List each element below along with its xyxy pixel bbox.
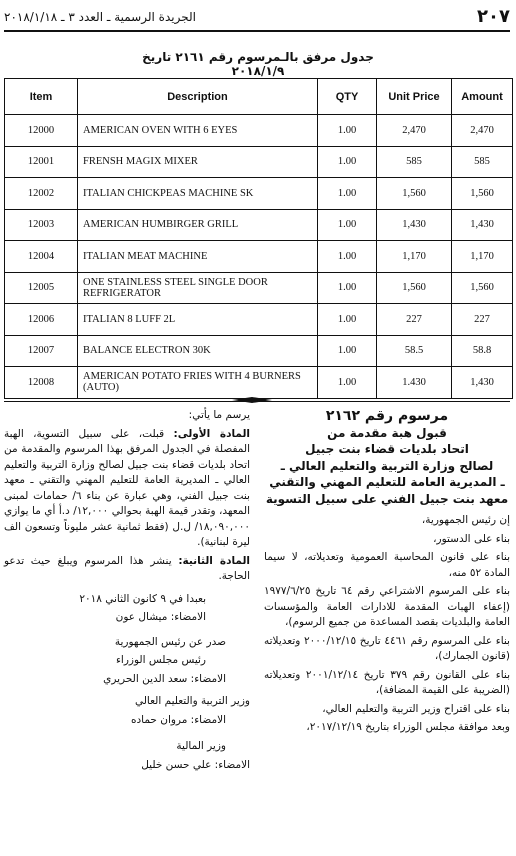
page-number: ٢٠٧ [477,6,510,27]
journal-line: الجريدة الرسمية ـ العدد ٣ ـ ٢٠١٨/١/١٨ [4,10,196,24]
cell-unit-price: 1,430 [377,209,452,241]
cell-item: 12001 [5,146,78,178]
cell-unit-price: 585 [377,146,452,178]
decree-title-line: اتحاد بلديات قضاء بنت جبيل [305,442,469,456]
article-1-label: المادة الأولى: [173,427,250,440]
cell-qty: 1.00 [318,304,377,336]
table-row [5,178,513,210]
section-divider [4,400,510,404]
pm-title: رئيس مجلس الوزراء [115,654,206,666]
cell-unit-price: 227 [377,304,452,336]
preamble-paragraph: بناء على اقتراح وزير التربية والتعليم العالي، [322,702,510,715]
cell-amount: 1,560 [452,178,513,210]
cell-item: 12008 [5,367,78,399]
article-2 [4,554,250,585]
page-header [4,6,510,28]
table-row [5,272,513,304]
cell-description: AMERICAN OVEN WITH 6 EYES [78,115,318,147]
items-table [4,78,513,399]
decree-title-line: لصالح وزارة التربية والتعليم العالي ـ [280,458,494,473]
cell-qty: 1.00 [318,241,377,273]
cell-item: 12005 [5,272,78,304]
table-row [5,209,513,241]
cell-qty: 1.00 [318,115,377,147]
cell-item: 12000 [5,115,78,147]
col-header-description: Description [78,79,318,115]
cell-amount: 227 [452,304,513,336]
education-minister-title: وزير التربية والتعليم العالي [134,695,250,707]
cell-description: FRENSH MAGIX MIXER [78,146,318,178]
cell-unit-price: 1.430 [377,367,452,399]
cell-amount: 585 [452,146,513,178]
education-minister-signature: الامضاء: مروان حماده [130,713,226,726]
table-row [5,304,513,336]
table-row [5,335,513,367]
cell-unit-price: 1,170 [377,241,452,273]
cell-unit-price: 1,560 [377,272,452,304]
decree-number: مرسوم رقم ٢١٦٢ [325,408,449,424]
cell-amount: 2,470 [452,115,513,147]
preamble-paragraph: بناء على المرسوم الاشتراعي رقم ٦٤ تاريخ ١٩٧٧/٦/٢٥ (إعفاء الهبات المقدمة للادارات العامة والمؤسسات العامة والبلديات بقصد المساعدة من جميع الرسوم)، [264,585,510,628]
preamble-paragraph: بناء على قانون المحاسبة العمومية وتعديلاته، لا سيما المادة ٥٢ منه، [264,551,510,579]
cell-item: 12004 [5,241,78,273]
table-title: جدول مرفق بالـمرسوم رقم ٢١٦١ تاريخ ٢٠١٨/١/٩ [142,50,374,78]
col-header-qty: QTY [318,79,377,115]
cell-amount: 1,430 [452,209,513,241]
cell-item: 12003 [5,209,78,241]
cell-amount: 1,560 [452,272,513,304]
cell-unit-price: 58.5 [377,335,452,367]
finance-minister-title: وزير المالية [176,740,226,752]
col-header-item: Item [5,79,78,115]
preamble-paragraph: بناء على المرسوم رقم ٤٤٦١ تاريخ ٢٠٠٠/١٢/١٥ وتعديلاته (قانون الجمارك)، [264,634,510,662]
cell-amount: 1,170 [452,241,513,273]
table-header-row [5,79,513,115]
table-row [5,241,513,273]
cell-description: BALANCE ELECTRON 30K [78,335,318,367]
cell-description: ONE STAINLESS STEEL SINGLE DOOR REFRIGERATOR [78,272,318,304]
preamble-paragraph: بناء على الدستور، [433,532,510,545]
cell-item: 12006 [5,304,78,336]
decree-title-line: قبول هبة مقدمة من [327,425,447,440]
article-1 [4,427,250,551]
decree-right-column [264,408,510,739]
cell-description: AMERICAN HUMBIRGER GRILL [78,209,318,241]
decree-title-line: ـ المديرية العامة للتعليم المهني والتقني [269,475,505,489]
cell-qty: 1.00 [318,178,377,210]
cell-description: ITALIAN 8 LUFF 2L [78,304,318,336]
preamble-paragraph: إن رئيس الجمهورية، [421,514,510,526]
decree-title-line: معهد بنت جبيل الفني على سبيل التسوية [265,491,509,506]
date-line: بعبدا في ٩ كانون الثاني ٢٠١٨ [79,592,206,605]
cell-qty: 1.00 [318,367,377,399]
cell-description: ITALIAN CHICKPEAS MACHINE SK [78,178,318,210]
president-signature: الامضاء: ميشال عون [115,611,206,623]
cell-unit-price: 1,560 [377,178,452,210]
cell-item: 12002 [5,178,78,210]
table-row [5,146,513,178]
cell-unit-price: 2,470 [377,115,452,147]
article-2-label: المادة الثانية: [178,554,250,567]
decrees-label: يرسم ما يأتي: [188,409,250,421]
decree-left-column [4,408,250,776]
article-1-text: قبلت، على سبيل التسوية، الهبة المفصلة في الجدول المرفق بهذا المرسوم والمقدمة من اتحاد بلديات قضاء بنت جبيل لصالح وزارة التربية والتعليم العالي ـ المديرية العامة للتعليم المهني والتقني ـ معهد بنت جبيل الفني، وهي عبارة عن بناء ٦/ حمامات لمبنى المعهد، وتقدر قيمة الهبة بحوالي ١٢,٠٠٠/ د.أ أي ما يوازي ١٨,٠٩٠,٠٠٠/ ل.ل (فقط ثمانية عشر مليوناً وتسعون الف ليرة لبنانية). [4,427,250,548]
table-row [5,367,513,399]
cell-description: AMERICAN POTATO FRIES WITH 4 BURNERS (AUTO) [78,367,318,399]
cell-amount: 58.8 [452,335,513,367]
col-header-unit-price: Unit Price [377,79,452,115]
article-2-text: ينشر هذا المرسوم ويبلغ حيث تدعو الحاجة. [4,554,250,582]
table-row [5,115,513,147]
decree-heading [264,408,510,507]
cell-qty: 1.00 [318,335,377,367]
header-rule [4,30,510,32]
pm-signature: الامضاء: سعد الدين الحريري [103,672,226,685]
col-header-amount: Amount [452,79,513,115]
cell-amount: 1,430 [452,367,513,399]
issued-by: صدر عن رئيس الجمهورية [114,635,226,648]
finance-minister-signature: الامضاء: علي حسن خليل [141,758,250,771]
cell-qty: 1.00 [318,146,377,178]
cell-qty: 1.00 [318,209,377,241]
cell-description: ITALIAN MEAT MACHINE [78,241,318,273]
cell-item: 12007 [5,335,78,367]
preamble-paragraph: بناء على القانون رقم ٣٧٩ تاريخ ٢٠٠١/١٢/١٤ وتعديلاته (الضريبة على القيمة المضافة)، [264,668,510,696]
cell-qty: 1.00 [318,272,377,304]
preamble-paragraph: وبعد موافقة مجلس الوزراء بتاريخ ٢٠١٧/١٢/١٩، [306,721,510,733]
